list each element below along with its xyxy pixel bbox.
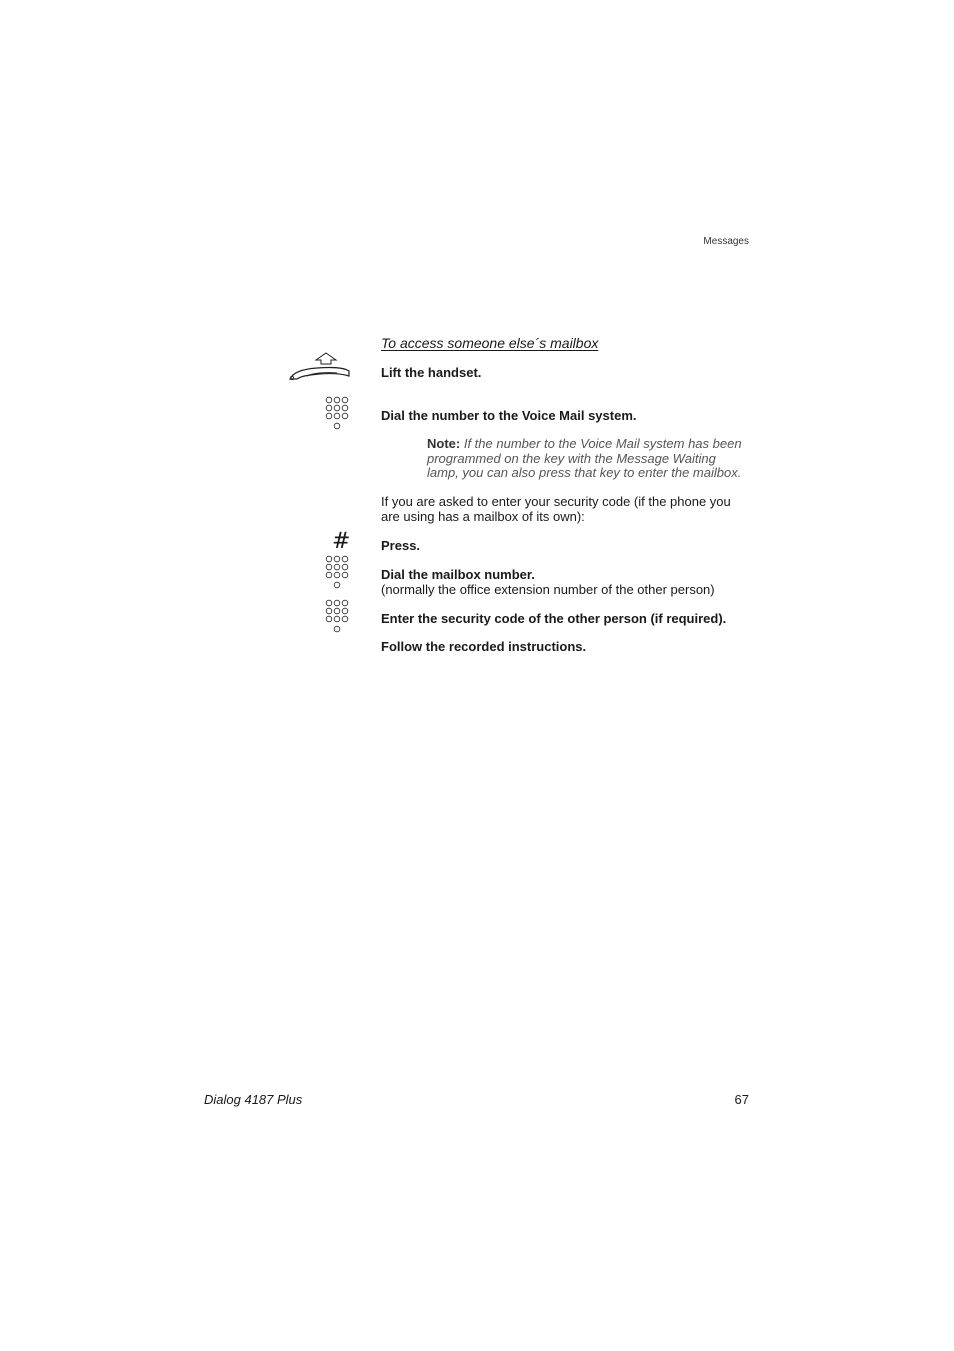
hash-key-icon: # (332, 529, 351, 554)
section-heading: To access someone else´s mailbox (381, 335, 599, 351)
keypad-icon (325, 396, 351, 432)
lift-handset-icon (287, 352, 353, 382)
note-text: If the number to the Voice Mail system has been programmed on the key with the Message Waiting lamp, you can also press that key to enter the mailbox. (427, 436, 742, 480)
footer-product-name: Dialog 4187 Plus (204, 1092, 303, 1107)
note-label: Note: (427, 436, 461, 451)
step-follow-instructions: Follow the recorded instructions. (381, 639, 587, 654)
security-code-paragraph: If you are asked to enter your security code (if the phone you are using has a mailbox of its own): (381, 494, 731, 524)
step-dial-voicemail: Dial the number to the Voice Mail system. (381, 408, 637, 423)
step-lift-handset: Lift the handset. (381, 365, 482, 380)
step-security-code: Enter the security code of the other person (if required). (381, 611, 727, 626)
keypad-icon (325, 555, 351, 591)
step-press: Press. (381, 538, 421, 553)
page-number: 67 (734, 1092, 749, 1107)
step-dial-mailbox: Dial the mailbox number. (381, 567, 535, 582)
running-header: Messages (703, 236, 749, 247)
note-block (427, 437, 747, 481)
step-dial-mailbox-note: (normally the office extension number of the other person) (381, 582, 715, 597)
keypad-icon (325, 599, 351, 635)
